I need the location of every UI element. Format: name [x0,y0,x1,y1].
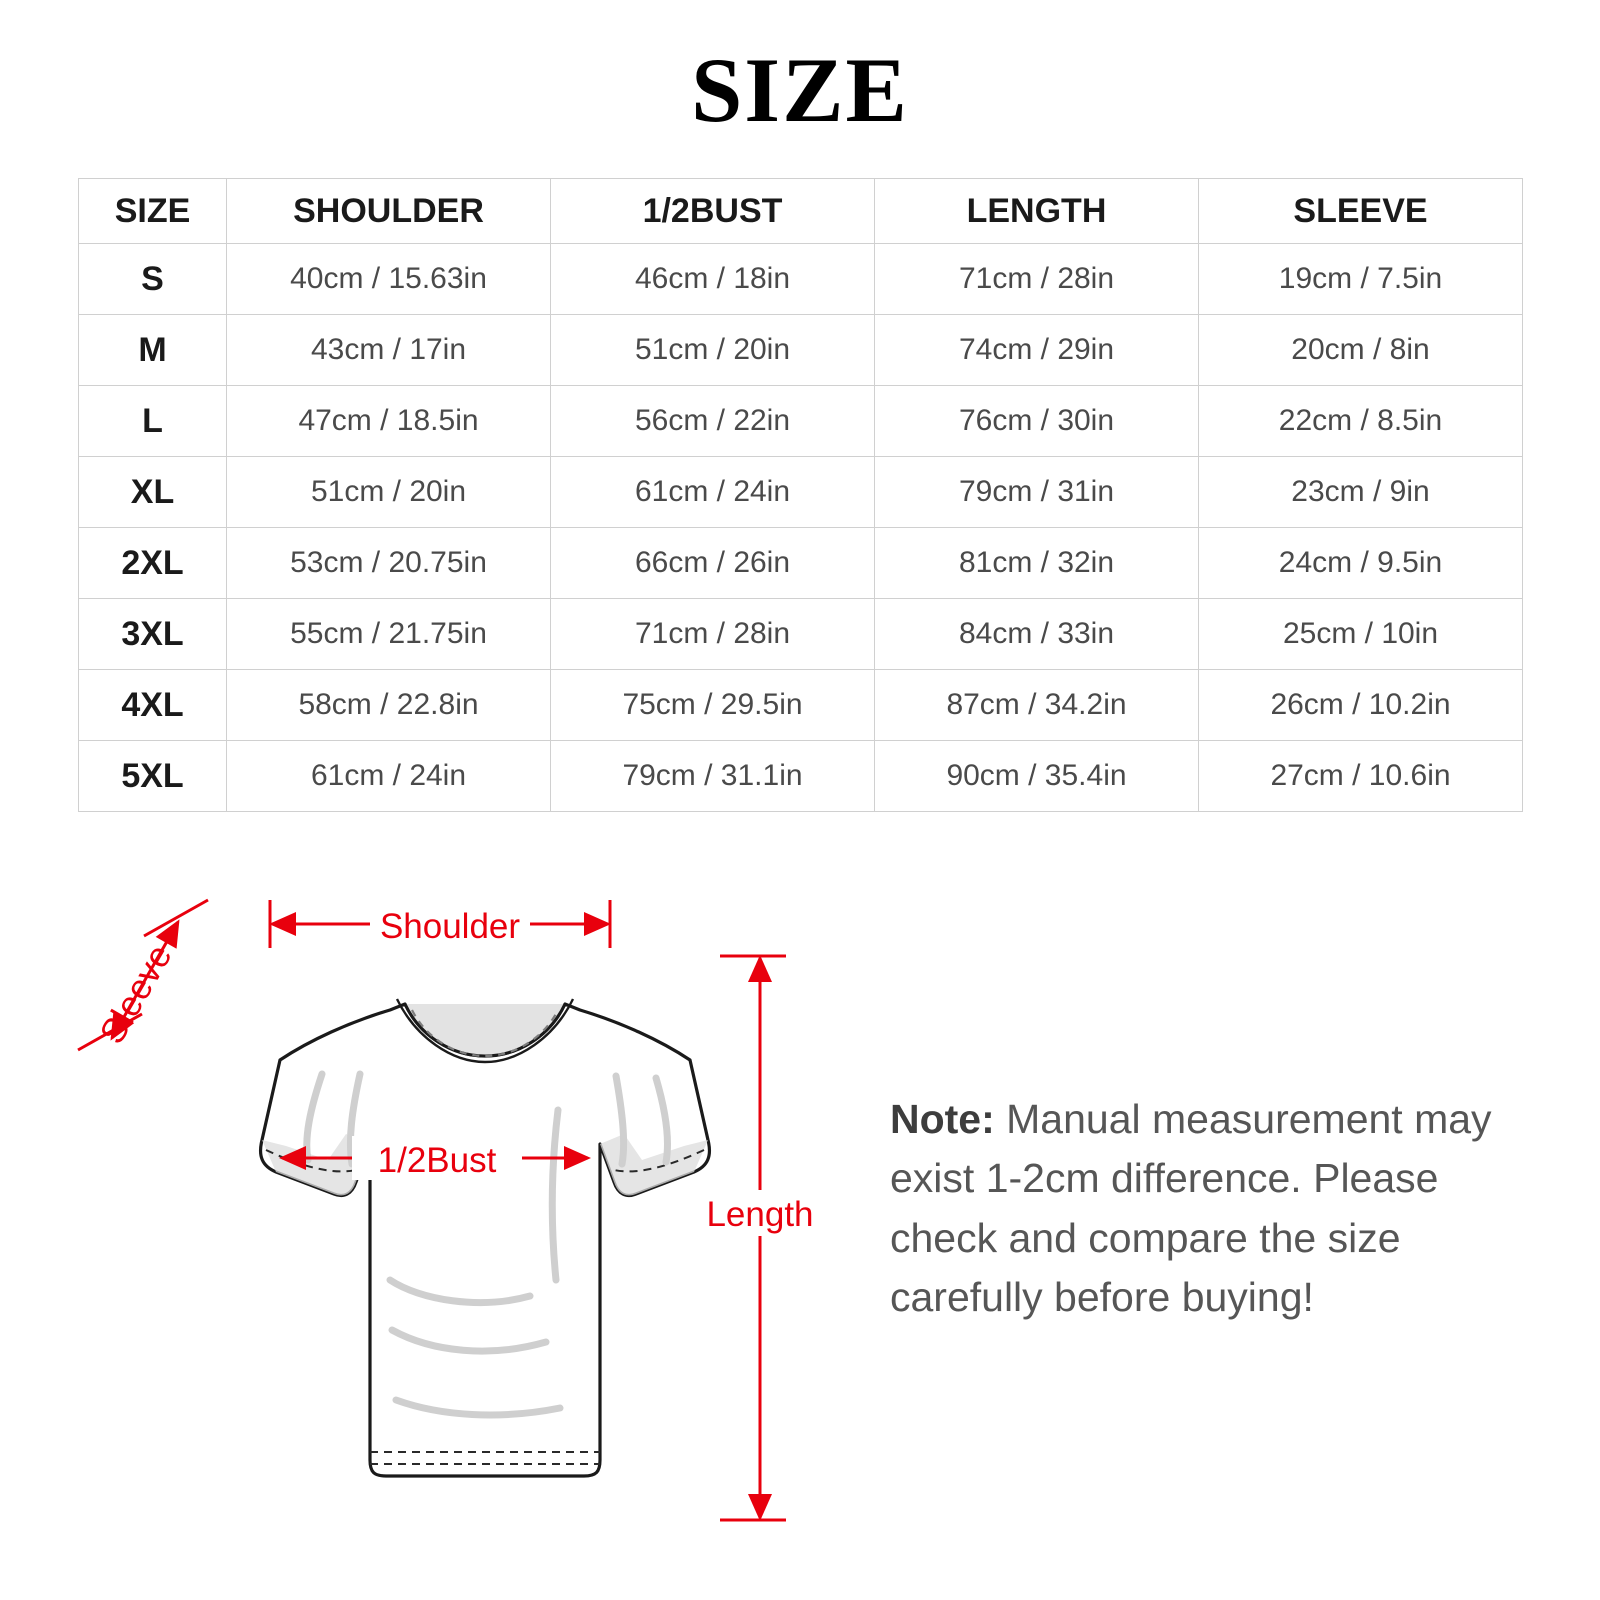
cell-length: 84cm / 33in [875,599,1199,670]
cell-shoulder: 43cm / 17in [227,315,551,386]
cell-shoulder: 47cm / 18.5in [227,386,551,457]
page-title: SIZE [691,39,909,141]
cell-half-bust: 79cm / 31.1in [551,741,875,812]
cell-shoulder: 55cm / 21.75in [227,599,551,670]
cell-shoulder: 58cm / 22.8in [227,670,551,741]
length-dimension [706,956,816,1520]
cell-size: M [79,315,227,386]
cell-sleeve: 27cm / 10.6in [1199,741,1523,812]
table-row [79,599,1523,670]
cell-shoulder: 40cm / 15.63in [227,244,551,315]
column-header-half-bust: 1/2BUST [551,179,875,244]
cell-size: 3XL [79,599,227,670]
cell-shoulder: 51cm / 20in [227,457,551,528]
cell-length: 90cm / 35.4in [875,741,1199,812]
cell-sleeve: 23cm / 9in [1199,457,1523,528]
column-header-sleeve: SLEEVE [1199,179,1523,244]
shoulder-label: Shoulder [379,907,521,946]
cell-size: 5XL [79,741,227,812]
cell-shoulder: 61cm / 24in [227,741,551,812]
cell-half-bust: 61cm / 24in [551,457,875,528]
column-header-shoulder: SHOULDER [227,179,551,244]
cell-size: 2XL [79,528,227,599]
size-chart-table [78,178,1523,812]
cell-size: XL [79,457,227,528]
sleeve-label: Sleeve [92,938,180,1051]
cell-half-bust: 46cm / 18in [551,244,875,315]
length-label: Length [706,1195,814,1234]
table-row [79,244,1523,315]
cell-shoulder: 53cm / 20.75in [227,528,551,599]
measurement-diagram [60,860,860,1560]
cell-half-bust: 51cm / 20in [551,315,875,386]
note-text: Manual measurement may exist 1-2cm difference. Please check and compare the size carefully before buying! [890,1096,1492,1321]
column-header-size: SIZE [79,179,227,244]
shoulder-dimension [270,900,610,948]
table-row [79,670,1523,741]
cell-half-bust: 56cm / 22in [551,386,875,457]
table-row [79,741,1523,812]
cell-half-bust: 66cm / 26in [551,528,875,599]
cell-sleeve: 22cm / 8.5in [1199,386,1523,457]
cell-sleeve: 20cm / 8in [1199,315,1523,386]
cell-size: 4XL [79,670,227,741]
tshirt-illustration [261,999,710,1476]
table-header-row [79,179,1523,244]
column-header-length: LENGTH [875,179,1199,244]
note-block [890,1090,1550,1328]
cell-half-bust: 75cm / 29.5in [551,670,875,741]
cell-sleeve: 25cm / 10in [1199,599,1523,670]
table-row [79,528,1523,599]
note-label: Note: [890,1096,995,1142]
cell-size: L [79,386,227,457]
cell-length: 74cm / 29in [875,315,1199,386]
cell-length: 71cm / 28in [875,244,1199,315]
sleeve-dimension [78,900,208,1050]
table-row [79,457,1523,528]
cell-sleeve: 26cm / 10.2in [1199,670,1523,741]
cell-length: 87cm / 34.2in [875,670,1199,741]
cell-sleeve: 24cm / 9.5in [1199,528,1523,599]
half-bust-label: 1/2Bust [377,1141,497,1180]
table-row [79,386,1523,457]
cell-sleeve: 19cm / 7.5in [1199,244,1523,315]
cell-length: 81cm / 32in [875,528,1199,599]
cell-size: S [79,244,227,315]
table-row [79,315,1523,386]
cell-length: 76cm / 30in [875,386,1199,457]
cell-half-bust: 71cm / 28in [551,599,875,670]
cell-length: 79cm / 31in [875,457,1199,528]
